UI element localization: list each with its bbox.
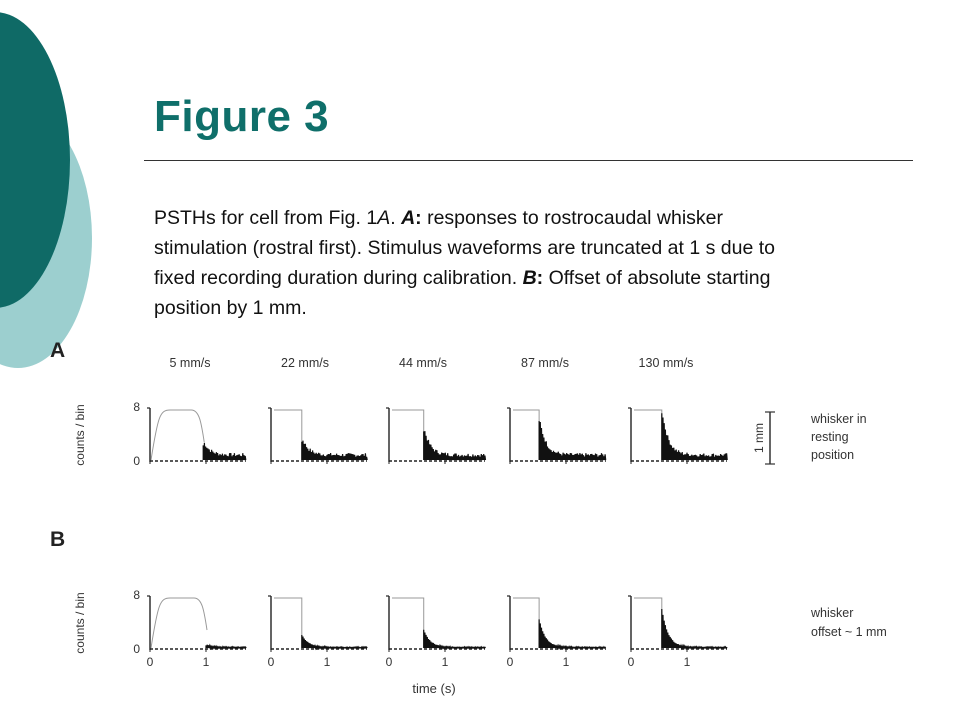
slide-title: Figure 3 xyxy=(154,92,330,141)
panel-b-label: B xyxy=(50,528,66,551)
caption-label-a: A xyxy=(401,207,416,229)
y-tick-top-a: 8 xyxy=(133,400,140,414)
psth-trace-col-4-b xyxy=(539,619,606,648)
x-tick-0-col-3: 0 xyxy=(385,655,393,669)
x-tick-1-col-4: 1 xyxy=(562,655,570,669)
x-tick-0-col-1: 0 xyxy=(146,655,154,669)
psth-trace-col-3-a xyxy=(424,431,486,460)
caption-period: . xyxy=(390,207,396,229)
scale-bar-label: 1 mm xyxy=(752,423,766,453)
psth-figure xyxy=(0,330,960,720)
x-axis-label: time (s) xyxy=(412,681,456,696)
caption-text-a: responses to rostrocaudal whisker stimulation (rostral first). Stimulus waveforms are truncated at 1 s due to fixed recording duration during calibration. xyxy=(154,207,775,289)
stimulus-waveform-col-4-a xyxy=(513,410,539,460)
psth-row-b xyxy=(147,596,727,652)
x-tick-1-col-5: 1 xyxy=(683,655,691,669)
panel-a-label: A xyxy=(50,339,66,362)
speed-label-3: 44 mm/s xyxy=(399,356,447,370)
y-tick-top-b: 8 xyxy=(133,588,140,602)
note-b-line-2: offset ~ 1 mm xyxy=(811,625,887,639)
stimulus-waveform-col-3-b xyxy=(392,598,424,648)
psth-trace-col-4-a xyxy=(539,421,606,460)
stimulus-waveform-col-1-a xyxy=(151,410,204,460)
psth-trace-col-1-a xyxy=(203,443,246,460)
stimulus-waveform-col-2-b xyxy=(274,598,302,648)
caption-intro: PSTHs for cell from Fig. 1 xyxy=(154,207,378,229)
x-tick-0-col-5: 0 xyxy=(627,655,635,669)
x-tick-0-col-4: 0 xyxy=(506,655,514,669)
note-b-line-1: whisker xyxy=(811,606,854,620)
psth-trace-col-5-b xyxy=(662,609,727,648)
y-tick-bottom-b: 0 xyxy=(133,642,140,656)
speed-label-1: 5 mm/s xyxy=(169,356,211,370)
stimulus-waveform-col-4-b xyxy=(513,598,539,648)
caption-label-b: B xyxy=(522,267,537,289)
x-tick-0-col-2: 0 xyxy=(267,655,275,669)
caption-fig-ref: A xyxy=(377,207,391,229)
y-axis-label-a: counts / bin xyxy=(73,404,87,466)
stimulus-waveform-col-2-a xyxy=(274,410,302,460)
psth-trace-col-3-b xyxy=(424,630,486,648)
x-tick-1-col-3: 1 xyxy=(441,655,449,669)
speed-label-4: 87 mm/s xyxy=(521,356,569,370)
caption-text-b: Offset of absolute starting position by 1 mm. xyxy=(154,267,771,319)
caption-colon-a: : xyxy=(415,207,422,229)
note-a-line-2: resting xyxy=(811,430,849,444)
psth-trace-col-2-b xyxy=(302,635,367,648)
speed-label-2: 22 mm/s xyxy=(281,356,329,370)
y-tick-bottom-a: 0 xyxy=(133,454,140,468)
note-a-line-3: position xyxy=(811,448,855,462)
title-divider xyxy=(144,160,913,161)
note-a-line-1: whisker in xyxy=(811,412,867,426)
psth-trace-col-5-a xyxy=(662,413,727,460)
stimulus-waveform-col-1-b xyxy=(151,598,207,648)
stimulus-waveform-col-5-a xyxy=(634,410,662,460)
figure-caption xyxy=(154,203,814,323)
psth-trace-col-1-b xyxy=(206,645,246,648)
stimulus-waveform-col-5-b xyxy=(634,598,662,648)
x-tick-1-col-1: 1 xyxy=(202,655,210,669)
y-axis-label-b: counts / bin xyxy=(73,592,87,654)
psth-trace-col-2-a xyxy=(302,441,367,460)
caption-colon-b: : xyxy=(536,267,544,289)
speed-label-5: 130 mm/s xyxy=(638,356,694,370)
x-tick-1-col-2: 1 xyxy=(323,655,331,669)
psth-row-a xyxy=(147,408,727,464)
stimulus-waveform-col-3-a xyxy=(392,410,424,460)
